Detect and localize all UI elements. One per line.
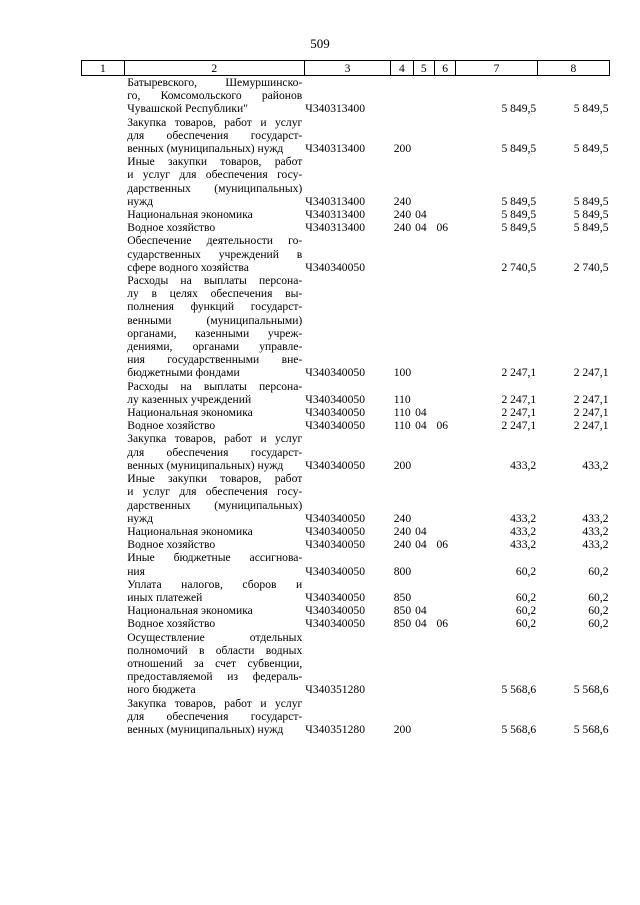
row-number-cell xyxy=(82,578,125,604)
amount-col-7: 2 247,1 xyxy=(501,366,537,380)
row-number-cell xyxy=(82,472,125,525)
row-description xyxy=(124,472,304,525)
amount-col-8: 5 849,5 xyxy=(573,102,609,116)
amount-col-7: 5 568,6 xyxy=(501,683,537,697)
header-col-7: 7 xyxy=(456,61,537,76)
subsection-code xyxy=(434,380,455,406)
row-description xyxy=(124,525,304,538)
row-number-cell xyxy=(82,406,125,419)
table-row xyxy=(82,406,610,419)
table-row xyxy=(82,578,610,604)
description-line: Национальная экономика xyxy=(127,406,253,420)
amount-col-7: 60,2 xyxy=(515,617,537,631)
section-code: 04 xyxy=(415,419,427,433)
description-line: дарственных (муниципальных) xyxy=(127,498,303,512)
table-body xyxy=(82,76,610,737)
description-line: органами, казенными учреж- xyxy=(127,326,303,340)
expense-type-code: 850 xyxy=(393,604,412,618)
table-row xyxy=(82,551,610,577)
description-line: Осуществление отдельных xyxy=(127,630,303,644)
amount-col-8: 2 247,1 xyxy=(573,366,609,380)
target-article-code: Ч340313400 xyxy=(305,102,365,116)
subsection-code xyxy=(434,578,455,604)
section-code xyxy=(413,432,434,472)
section-code xyxy=(413,76,434,116)
description-line: Иные бюджетные ассигнова- xyxy=(127,551,303,565)
amount-col-8: 2 740,5 xyxy=(573,260,609,274)
subsection-code xyxy=(434,76,455,116)
description-line: го, Комсомольского районов xyxy=(127,89,303,103)
description-line: нужд xyxy=(127,194,153,208)
expense-type-code: 240 xyxy=(393,538,412,552)
row-description xyxy=(124,578,304,604)
target-article-code: Ч340340050 xyxy=(305,538,365,552)
table-row xyxy=(82,538,610,551)
row-description xyxy=(124,76,304,116)
table-row xyxy=(82,604,610,617)
target-article-code: Ч340340050 xyxy=(305,406,365,420)
subsection-code: 06 xyxy=(436,538,449,552)
amount-col-7: 5 568,6 xyxy=(501,722,537,736)
target-article-code: Ч340351280 xyxy=(305,722,365,736)
table-row xyxy=(82,208,610,221)
description-line: Обеспечение деятельности го- xyxy=(127,234,303,248)
row-description xyxy=(124,604,304,617)
row-number-cell xyxy=(82,538,125,551)
row-number-cell xyxy=(82,604,125,617)
description-line: для обеспечения государст- xyxy=(127,128,303,142)
section-code xyxy=(413,380,434,406)
amount-col-8: 60,2 xyxy=(588,564,609,578)
description-line: Национальная экономика xyxy=(127,524,253,538)
target-article-code: Ч340340050 xyxy=(305,419,365,433)
description-line: Водное хозяйство xyxy=(127,538,216,552)
target-article-code: Ч340340050 xyxy=(305,260,365,274)
row-description xyxy=(124,234,304,274)
table-row xyxy=(82,525,610,538)
amount-col-8: 433,2 xyxy=(582,524,609,538)
description-line: отношений за счет субвенции, xyxy=(127,656,303,670)
row-number-cell xyxy=(82,551,125,577)
row-number-cell xyxy=(82,234,125,274)
row-description xyxy=(124,221,304,234)
row-description xyxy=(124,380,304,406)
target-article-code: Ч340340050 xyxy=(305,617,365,631)
description-line: Водное хозяйство xyxy=(127,419,216,433)
expense-type-code: 200 xyxy=(393,722,412,736)
table-row xyxy=(82,472,610,525)
table-row xyxy=(82,631,610,697)
expense-type-code: 240 xyxy=(393,524,412,538)
row-description xyxy=(124,551,304,577)
budget-table xyxy=(81,60,610,736)
expense-type-code: 240 xyxy=(393,194,412,208)
subsection-code xyxy=(434,604,455,617)
description-line: венными (муниципальными) xyxy=(127,313,303,327)
description-line: лу в целях обеспечения вы- xyxy=(127,287,303,301)
subsection-code xyxy=(434,155,455,208)
target-article-code: Ч340340050 xyxy=(305,590,365,604)
row-number-cell xyxy=(82,380,125,406)
row-number-cell xyxy=(82,432,125,472)
expense-type-code: 850 xyxy=(393,617,412,631)
description-line: сфере водного хозяйства xyxy=(127,260,249,274)
description-line: и услуг для обеспечения госу- xyxy=(127,485,303,499)
table-row xyxy=(82,697,610,737)
header-col-3: 3 xyxy=(304,61,390,76)
row-description xyxy=(124,274,304,380)
description-line: Закупка товаров, работ и услуг xyxy=(127,696,303,710)
row-description xyxy=(124,419,304,432)
subsection-code xyxy=(434,631,455,697)
row-description xyxy=(124,617,304,630)
expense-type-code: 100 xyxy=(393,366,412,380)
subsection-code xyxy=(434,432,455,472)
description-line: Расходы на выплаты персона- xyxy=(127,274,303,288)
amount-col-7: 2 247,1 xyxy=(501,419,537,433)
amount-col-8: 5 849,5 xyxy=(573,208,609,222)
description-line: Водное хозяйство xyxy=(127,221,216,235)
target-article-code: Ч340313400 xyxy=(305,221,365,235)
subsection-code xyxy=(434,234,455,274)
target-article-code: Ч340340050 xyxy=(305,511,365,525)
table-row xyxy=(82,221,610,234)
description-line: Иные закупки товаров, работ xyxy=(127,155,303,169)
table-row xyxy=(82,380,610,406)
subsection-code xyxy=(434,274,455,380)
amount-col-7: 5 849,5 xyxy=(501,102,537,116)
table-header-row xyxy=(82,61,610,76)
description-line: бюджетными фондами xyxy=(127,366,240,380)
amount-col-8: 5 849,5 xyxy=(573,194,609,208)
header-col-5: 5 xyxy=(413,61,434,76)
header-col-1: 1 xyxy=(82,61,125,76)
row-description xyxy=(124,697,304,737)
expense-type-code: 240 xyxy=(393,208,412,222)
description-line: Закупка товаров, работ и услуг xyxy=(127,432,303,446)
header-col-4: 4 xyxy=(391,61,413,76)
subsection-code: 06 xyxy=(436,419,449,433)
row-description xyxy=(124,631,304,697)
target-article-code: Ч340340050 xyxy=(305,604,365,618)
amount-col-8: 60,2 xyxy=(588,604,609,618)
description-line: полнения функций государст- xyxy=(127,300,303,314)
expense-type-code: 800 xyxy=(393,564,412,578)
subsection-code: 06 xyxy=(436,221,449,235)
expense-type-code xyxy=(391,76,413,116)
amount-col-7: 5 849,5 xyxy=(501,142,537,156)
amount-col-7: 60,2 xyxy=(515,604,537,618)
amount-col-7: 5 849,5 xyxy=(501,221,537,235)
description-line: ния государственными вне- xyxy=(127,353,303,367)
section-code xyxy=(413,274,434,380)
amount-col-8: 2 247,1 xyxy=(573,406,609,420)
amount-col-8: 60,2 xyxy=(588,617,609,631)
amount-col-8: 2 247,1 xyxy=(573,392,609,406)
section-code: 04 xyxy=(415,604,427,618)
section-code xyxy=(413,116,434,156)
row-description xyxy=(124,432,304,472)
amount-col-8: 60,2 xyxy=(588,590,609,604)
description-line: для обеспечения государст- xyxy=(127,445,303,459)
row-number-cell xyxy=(82,155,125,208)
description-line: ния xyxy=(127,564,145,578)
section-code xyxy=(413,697,434,737)
row-number-cell xyxy=(82,274,125,380)
section-code xyxy=(413,472,434,525)
row-description xyxy=(124,116,304,156)
table-row xyxy=(82,617,610,630)
description-line: Водное хозяйство xyxy=(127,617,216,631)
subsection-code: 06 xyxy=(436,617,449,631)
expense-type-code: 110 xyxy=(393,419,411,433)
amount-col-7: 433,2 xyxy=(510,458,537,472)
amount-col-8: 433,2 xyxy=(582,538,609,552)
expense-type-code: 110 xyxy=(393,392,411,406)
expense-type-code: 110 xyxy=(393,406,411,420)
subsection-code xyxy=(434,472,455,525)
subsection-code xyxy=(434,208,455,221)
amount-col-7: 5 849,5 xyxy=(501,208,537,222)
amount-col-7: 60,2 xyxy=(515,564,537,578)
table-row xyxy=(82,155,610,208)
expense-type-code: 200 xyxy=(393,142,412,156)
amount-col-8: 2 247,1 xyxy=(573,419,609,433)
description-line: дениями, органами управле- xyxy=(127,340,303,354)
amount-col-8: 5 849,5 xyxy=(573,142,609,156)
amount-col-8: 5 568,6 xyxy=(573,722,609,736)
table-row xyxy=(82,274,610,380)
description-line: Батыревского, Шемуршинско- xyxy=(127,76,303,89)
amount-col-7: 60,2 xyxy=(515,590,537,604)
row-number-cell xyxy=(82,208,125,221)
target-article-code: Ч340340050 xyxy=(305,564,365,578)
page-number: 509 xyxy=(310,36,330,51)
section-code xyxy=(413,234,434,274)
header-col-8: 8 xyxy=(537,61,609,76)
table-row xyxy=(82,419,610,432)
row-number-cell xyxy=(82,525,125,538)
description-line: иных платежей xyxy=(127,590,203,604)
description-line: сударственных учреждений в xyxy=(127,247,303,261)
expense-type-code: 200 xyxy=(393,458,412,472)
section-code xyxy=(413,631,434,697)
section-code: 04 xyxy=(415,221,427,235)
target-article-code: Ч340313400 xyxy=(305,194,365,208)
target-article-code: Ч340351280 xyxy=(305,683,365,697)
description-line: лу казенных учреждений xyxy=(127,392,252,406)
target-article-code: Ч340340050 xyxy=(305,458,365,472)
description-line: нужд xyxy=(127,511,153,525)
amount-col-7: 2 740,5 xyxy=(501,260,537,274)
expense-type-code: 240 xyxy=(393,511,412,525)
description-line: Национальная экономика xyxy=(127,604,253,618)
subsection-code xyxy=(434,525,455,538)
row-description xyxy=(124,538,304,551)
description-line: предоставляемой из федераль- xyxy=(127,670,303,684)
section-code: 04 xyxy=(415,617,427,631)
section-code xyxy=(413,155,434,208)
target-article-code: Ч340340050 xyxy=(305,524,365,538)
header-col-2: 2 xyxy=(124,61,304,76)
description-line: и услуг для обеспечения госу- xyxy=(127,168,303,182)
description-line: Закупка товаров, работ и услуг xyxy=(127,115,303,129)
row-description xyxy=(124,406,304,419)
section-code xyxy=(413,578,434,604)
expense-type-code: 240 xyxy=(393,221,412,235)
table-row xyxy=(82,76,610,116)
row-number-cell xyxy=(82,116,125,156)
description-line: ного бюджета xyxy=(127,683,196,697)
description-line: венных (муниципальных) нужд xyxy=(127,458,284,472)
subsection-code xyxy=(434,697,455,737)
row-description xyxy=(124,208,304,221)
subsection-code xyxy=(434,116,455,156)
expense-type-code: 850 xyxy=(393,590,412,604)
description-line: для обеспечения государст- xyxy=(127,709,303,723)
section-code: 04 xyxy=(415,208,427,222)
table-row xyxy=(82,432,610,472)
expense-type-code xyxy=(391,234,413,274)
subsection-code xyxy=(434,551,455,577)
amount-col-7: 433,2 xyxy=(510,538,537,552)
amount-col-7: 2 247,1 xyxy=(501,406,537,420)
table-row xyxy=(82,116,610,156)
section-code: 04 xyxy=(415,538,427,552)
row-number-cell xyxy=(82,631,125,697)
header-col-6: 6 xyxy=(434,61,455,76)
amount-col-7: 2 247,1 xyxy=(501,392,537,406)
row-number-cell xyxy=(82,76,125,116)
section-code: 04 xyxy=(415,406,427,420)
amount-col-7: 433,2 xyxy=(510,524,537,538)
target-article-code: Ч340340050 xyxy=(305,392,365,406)
amount-col-8: 433,2 xyxy=(582,458,609,472)
description-line: полномочий в области водных xyxy=(127,643,303,657)
amount-col-8: 433,2 xyxy=(582,511,609,525)
target-article-code: Ч340313400 xyxy=(305,208,365,222)
row-number-cell xyxy=(82,617,125,630)
row-number-cell xyxy=(82,221,125,234)
description-line: Национальная экономика xyxy=(127,208,253,222)
description-line: венных (муниципальных) нужд xyxy=(127,722,284,736)
description-line: Иные закупки товаров, работ xyxy=(127,472,303,486)
target-article-code: Ч340313400 xyxy=(305,142,365,156)
section-code xyxy=(413,551,434,577)
table-row xyxy=(82,234,610,274)
target-article-code: Ч340340050 xyxy=(305,366,365,380)
description-line: Расходы на выплаты персона- xyxy=(127,379,303,393)
subsection-code xyxy=(434,406,455,419)
amount-col-7: 5 849,5 xyxy=(501,194,537,208)
section-code: 04 xyxy=(415,524,427,538)
amount-col-8: 5 849,5 xyxy=(573,221,609,235)
expense-type-code xyxy=(391,631,413,697)
description-line: венных (муниципальных) нужд xyxy=(127,142,284,156)
description-line: дарственных (муниципальных) xyxy=(127,181,303,195)
amount-col-7: 433,2 xyxy=(510,511,537,525)
amount-col-8: 5 568,6 xyxy=(573,683,609,697)
row-description xyxy=(124,155,304,208)
row-number-cell xyxy=(82,697,125,737)
description-line: Чувашской Республики" xyxy=(127,102,248,116)
row-number-cell xyxy=(82,419,125,432)
description-line: Уплата налогов, сборов и xyxy=(127,577,303,591)
